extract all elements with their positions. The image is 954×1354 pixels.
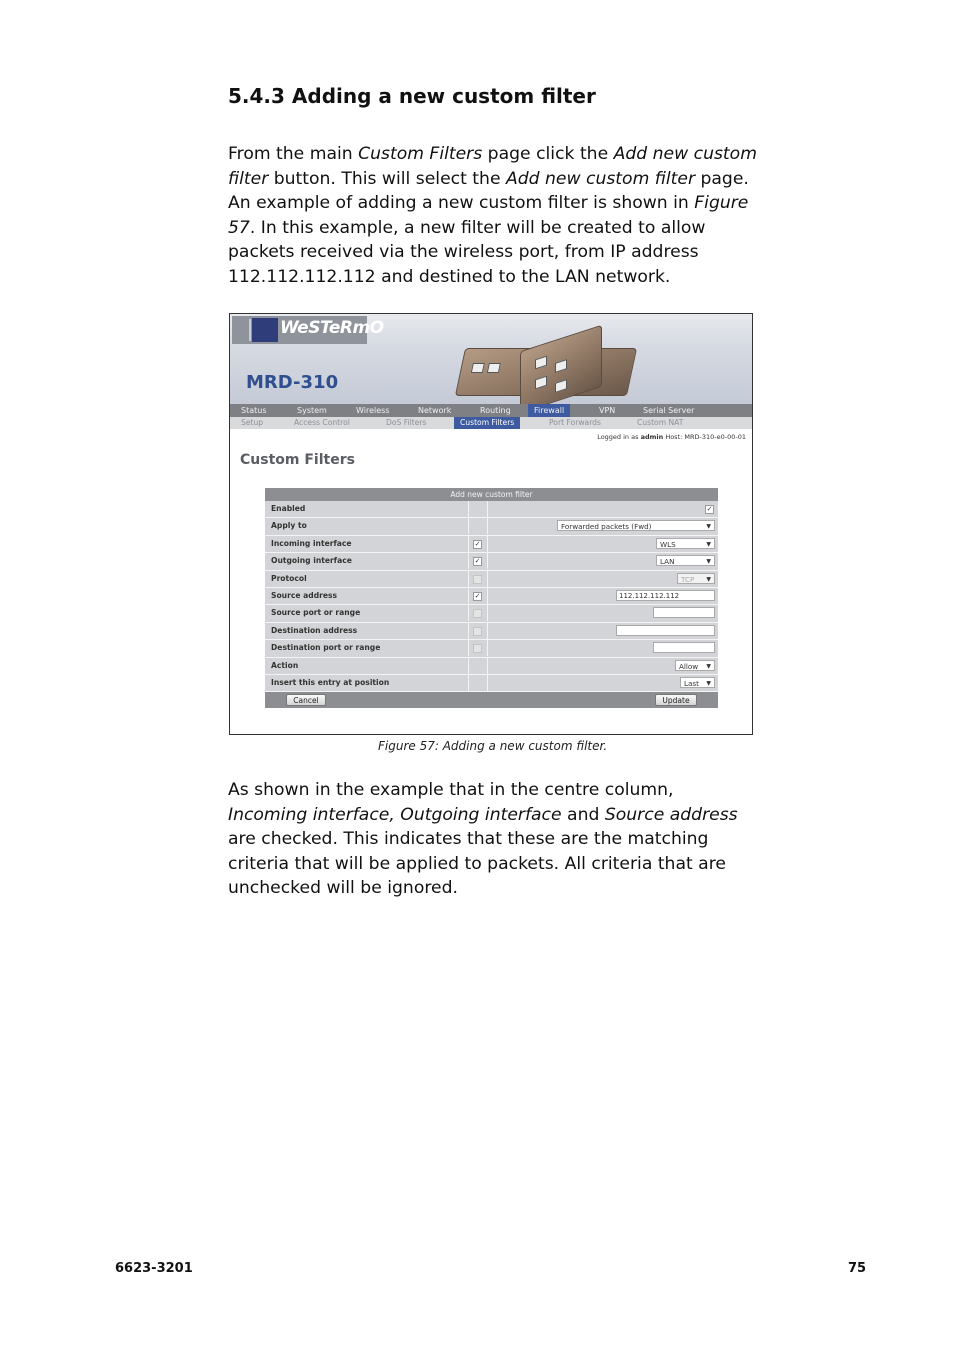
source-address-match-checkbox[interactable]: ✓ [474,591,481,600]
update-button[interactable]: Update [655,694,697,706]
match-cell [468,518,488,534]
outgoing-interface-select[interactable] [656,555,715,566]
device-port-icon [535,376,547,390]
dropdown-arrow-icon: ▼ [706,523,711,531]
row-insert-position [265,675,718,692]
text-run: From the main [228,144,359,164]
device-photo [520,325,602,414]
nav-system[interactable]: System [297,406,327,415]
login-status [597,433,746,441]
emphasis-custom-filters: Custom Filters [358,144,483,164]
figure-caption: Figure 57: Adding a new custom filter. [378,739,608,753]
sub-nav [230,417,752,429]
device-port-icon [471,363,485,373]
source-address-input[interactable]: 112.112.112.112 [616,590,715,601]
nav-status[interactable]: Status [241,406,267,415]
row-label: Destination address [271,625,358,635]
intro-paragraph [228,142,758,289]
row-label: Source port or range [271,608,361,618]
subnav-dos-filters[interactable]: DoS Filters [386,418,427,427]
nav-network[interactable]: Network [418,406,452,415]
form-footer [265,692,718,708]
match-cell [468,675,488,691]
row-action [265,658,718,675]
cancel-button[interactable]: Cancel [286,694,326,706]
outgoing-match-checkbox[interactable]: ✓ [474,557,481,566]
page-title: Custom Filters [240,452,355,468]
row-label: Destination port or range [271,643,381,653]
match-cell [468,571,488,587]
dropdown-arrow-icon: ▼ [706,540,711,548]
apply-to-select[interactable] [557,520,715,531]
row-label: Protocol [271,573,307,583]
page-number: 75 [848,1261,867,1276]
match-cell [468,623,488,639]
row-source-address [265,588,718,605]
text-run: page click the [482,144,614,164]
row-destination-address [265,623,718,640]
device-port-icon [535,356,547,370]
dropdown-arrow-icon: ▼ [706,558,711,566]
row-incoming-interface [265,536,718,553]
row-label: Action [271,660,299,670]
row-label: Insert this entry at position [271,677,390,687]
row-enabled [265,501,718,518]
host-label: Host: [665,433,683,441]
row-destination-port [265,640,718,657]
emphasis-interfaces: Incoming interface, Outgoing interface [228,804,562,825]
row-outgoing-interface [265,553,718,570]
match-cell [468,640,488,656]
subnav-custom-nat[interactable]: Custom NAT [637,418,684,427]
enabled-checkbox[interactable]: ✓ [706,505,713,513]
text-run: . In this example, a new filter will be created to allow packets received via the wireless port, from IP address 112.112.112.112 and destined to the LAN network. [228,217,706,287]
row-label: Apply to [271,521,307,531]
source-port-match-checkbox[interactable] [473,609,482,618]
dropdown-arrow-icon: ▼ [706,662,711,670]
emphasis-source-address: Source address [604,804,738,825]
westermo-logo [232,316,384,344]
destination-address-match-checkbox[interactable] [473,627,482,636]
row-label: Enabled [271,504,306,513]
destination-address-input[interactable] [616,625,715,636]
text-run: are checked. This indicates that these are the matching criteria that will be applied to packets. All criteria that are unchecked will be ignored. [228,829,726,898]
emphasis-add-new-custom-filter: Add new custom filter [228,144,757,189]
row-protocol [265,571,718,588]
source-port-input[interactable] [653,607,715,618]
explanation-paragraph [228,778,758,901]
nav-wireless[interactable]: Wireless [356,406,390,415]
subnav-custom-filters[interactable]: Custom Filters [454,417,520,429]
incoming-interface-select[interactable] [656,538,715,549]
text-run: As shown in the example that in the centre column, [228,780,674,800]
match-cell [468,501,488,517]
insert-position-select[interactable] [680,677,715,688]
nav-vpn[interactable]: VPN [599,406,616,415]
match-cell [468,553,488,569]
emphasis-add-new-custom-filter-page: Add new custom filter [505,168,696,189]
select-value: TCP [681,574,695,584]
login-user: admin [640,433,664,441]
device-port-icon [555,359,567,373]
row-source-port [265,605,718,622]
dropdown-arrow-icon: ▼ [706,679,711,687]
text-run: button. This will select the [268,168,506,189]
incoming-match-checkbox[interactable]: ✓ [474,539,481,548]
add-filter-form [265,488,718,708]
nav-serial-server[interactable]: Serial Server [643,406,695,415]
device-port-icon [555,379,567,393]
dropdown-arrow-icon: ▼ [706,575,711,583]
document-number: 6623-3201 [115,1261,193,1276]
match-cell [468,658,488,674]
row-label: Source address [271,590,338,600]
row-label: Outgoing interface [271,556,352,566]
text-run: page. An example of adding a new custom filter is shown in [228,168,749,213]
nav-routing[interactable]: Routing [480,406,511,415]
select-value: WLS [660,539,676,549]
text-run: and [561,804,605,825]
subnav-setup[interactable]: Setup [241,418,264,427]
destination-port-input[interactable] [653,642,715,653]
match-cell [468,588,488,604]
match-cell [468,605,488,621]
protocol-match-checkbox[interactable] [473,575,482,584]
form-title: Add new custom filter [265,488,718,501]
emphasis-figure-ref: Figure 57 [228,193,749,238]
web-ui-banner [230,314,752,404]
destination-port-match-checkbox[interactable] [473,644,482,653]
select-value: Forwarded packets (Fwd) [561,522,652,532]
row-apply-to [265,518,718,535]
host-name: MRD-310-e0-00-01 [684,433,746,441]
nav-firewall[interactable]: Firewall [528,404,570,417]
subnav-access-control[interactable]: Access Control [294,418,350,427]
select-value: Allow [679,661,699,671]
select-value: Last [684,678,699,688]
action-select[interactable] [675,660,715,671]
logo-wordmark: WeSTeRmO [280,318,384,338]
select-value: LAN [660,557,675,567]
main-nav [230,404,752,417]
figure-screenshot [229,313,753,735]
device-port-icon [487,363,501,373]
section-heading: 5.4.3 Adding a new custom filter [228,84,596,108]
logo-box-icon [252,318,278,342]
row-label: Incoming interface [271,538,352,548]
logo-mark-icon [235,319,251,341]
login-prefix: Logged in as [597,433,639,441]
protocol-select[interactable] [677,573,715,584]
subnav-port-forwards[interactable]: Port Forwards [549,418,601,427]
model-name: MRD-310 [246,372,339,393]
match-cell [468,536,488,552]
